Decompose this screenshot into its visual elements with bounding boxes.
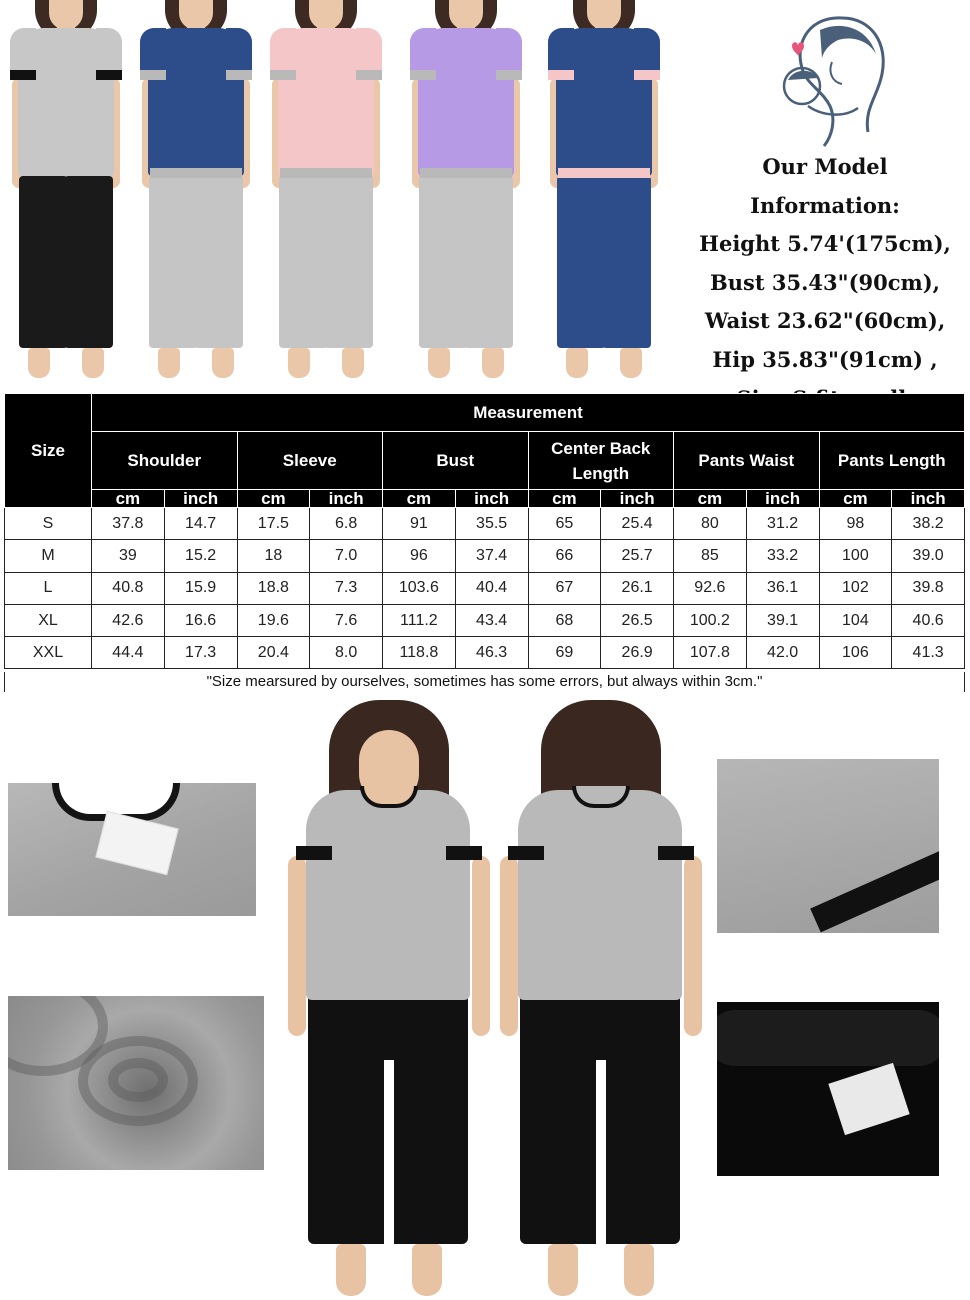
table-cell: 19.6 xyxy=(237,604,310,636)
table-cell: 26.9 xyxy=(601,637,674,669)
table-cell: 26.5 xyxy=(601,604,674,636)
column-header-center-back-length: Center Back Length xyxy=(528,432,674,490)
table-row-s xyxy=(5,508,965,540)
table-cell: 26.1 xyxy=(601,572,674,604)
table-cell: 25.7 xyxy=(601,540,674,572)
table-cell: 65 xyxy=(528,508,601,540)
unit-inch: inch xyxy=(164,490,237,508)
table-row-m xyxy=(5,540,965,572)
table-cell: 7.3 xyxy=(310,572,383,604)
column-header-pants-waist: Pants Waist xyxy=(674,432,820,490)
unit-inch: inch xyxy=(892,490,965,508)
table-cell: 7.6 xyxy=(310,604,383,636)
table-cell: 85 xyxy=(674,540,747,572)
table-cell: 68 xyxy=(528,604,601,636)
table-cell: 35.5 xyxy=(455,508,528,540)
table-cell: 38.2 xyxy=(892,508,965,540)
model-front-view-photo xyxy=(278,700,500,1300)
table-cell: 42.0 xyxy=(746,637,819,669)
table-cell: 41.3 xyxy=(892,637,965,669)
table-cell: 100.2 xyxy=(674,604,747,636)
model-photo-2 xyxy=(140,0,252,388)
measurement-header: Measurement xyxy=(92,394,965,432)
model-back-view-photo xyxy=(490,700,712,1300)
unit-cm: cm xyxy=(674,490,747,508)
table-cell: 14.7 xyxy=(164,508,237,540)
table-cell: 42.6 xyxy=(92,604,165,636)
table-cell: 92.6 xyxy=(674,572,747,604)
table-cell: 16.6 xyxy=(164,604,237,636)
table-cell: 100 xyxy=(819,540,892,572)
table-cell: 15.9 xyxy=(164,572,237,604)
unit-cm: cm xyxy=(383,490,456,508)
column-header-sleeve: Sleeve xyxy=(237,432,383,490)
size-label: L xyxy=(5,572,92,604)
table-cell: 66 xyxy=(528,540,601,572)
size-chart-table xyxy=(4,393,965,669)
table-row-xxl xyxy=(5,637,965,669)
table-cell: 104 xyxy=(819,604,892,636)
size-label: S xyxy=(5,508,92,540)
table-cell: 40.8 xyxy=(92,572,165,604)
table-cell: 37.8 xyxy=(92,508,165,540)
unit-inch: inch xyxy=(310,490,383,508)
table-cell: 80 xyxy=(674,508,747,540)
waistband-detail-photo xyxy=(717,1002,939,1176)
mother-baby-logo-icon xyxy=(772,10,898,150)
model-photo-1 xyxy=(10,0,122,388)
table-cell: 69 xyxy=(528,637,601,669)
table-cell: 25.4 xyxy=(601,508,674,540)
model-info-height: Height 5.74'(175cm), xyxy=(699,231,951,257)
table-cell: 15.2 xyxy=(164,540,237,572)
table-cell: 8.0 xyxy=(310,637,383,669)
table-cell: 31.2 xyxy=(746,508,819,540)
model-info-bust: Bust 35.43"(90cm), xyxy=(710,269,940,295)
table-cell: 18.8 xyxy=(237,572,310,604)
size-column-header: Size xyxy=(5,394,92,508)
model-info-title: Our Model Information: xyxy=(750,154,900,218)
model-info-hip: Hip 35.83"(91cm) , xyxy=(712,346,938,372)
unit-cm: cm xyxy=(92,490,165,508)
table-cell: 17.3 xyxy=(164,637,237,669)
unit-inch: inch xyxy=(601,490,674,508)
table-cell: 37.4 xyxy=(455,540,528,572)
size-label: XL xyxy=(5,604,92,636)
unit-cm: cm xyxy=(528,490,601,508)
table-cell: 106 xyxy=(819,637,892,669)
model-photo-4 xyxy=(410,0,522,388)
column-header-shoulder: Shoulder xyxy=(92,432,238,490)
column-header-pants-length: Pants Length xyxy=(819,432,965,490)
table-row-xl xyxy=(5,604,965,636)
table-cell: 118.8 xyxy=(383,637,456,669)
table-cell: 40.4 xyxy=(455,572,528,604)
sleeve-cuff-detail-photo xyxy=(717,759,939,933)
table-cell: 39.0 xyxy=(892,540,965,572)
table-cell: 36.1 xyxy=(746,572,819,604)
model-photo-5 xyxy=(548,0,660,388)
model-photo-3 xyxy=(270,0,382,388)
model-info-waist: Waist 23.62"(60cm), xyxy=(704,308,946,334)
table-cell: 43.4 xyxy=(455,604,528,636)
unit-cm: cm xyxy=(237,490,310,508)
table-cell: 111.2 xyxy=(383,604,456,636)
model-information xyxy=(690,148,960,418)
table-cell: 39 xyxy=(92,540,165,572)
size-chart-note: "Size mearsured by ourselves, sometimes has some errors, but always within 3cm." xyxy=(4,672,965,692)
size-label: XXL xyxy=(5,637,92,669)
table-cell: 91 xyxy=(383,508,456,540)
table-cell: 44.4 xyxy=(92,637,165,669)
column-header-bust: Bust xyxy=(383,432,529,490)
neckline-detail-photo xyxy=(8,783,256,916)
table-cell: 46.3 xyxy=(455,637,528,669)
table-cell: 98 xyxy=(819,508,892,540)
fabric-detail-photo xyxy=(8,996,264,1170)
table-cell: 33.2 xyxy=(746,540,819,572)
table-cell: 67 xyxy=(528,572,601,604)
table-cell: 102 xyxy=(819,572,892,604)
table-row-l xyxy=(5,572,965,604)
table-cell: 17.5 xyxy=(237,508,310,540)
table-cell: 18 xyxy=(237,540,310,572)
table-cell: 40.6 xyxy=(892,604,965,636)
table-cell: 6.8 xyxy=(310,508,383,540)
table-cell: 39.1 xyxy=(746,604,819,636)
unit-cm: cm xyxy=(819,490,892,508)
unit-inch: inch xyxy=(746,490,819,508)
table-cell: 107.8 xyxy=(674,637,747,669)
unit-inch: inch xyxy=(455,490,528,508)
table-cell: 20.4 xyxy=(237,637,310,669)
table-cell: 7.0 xyxy=(310,540,383,572)
table-cell: 96 xyxy=(383,540,456,572)
table-cell: 39.8 xyxy=(892,572,965,604)
size-label: M xyxy=(5,540,92,572)
table-cell: 103.6 xyxy=(383,572,456,604)
